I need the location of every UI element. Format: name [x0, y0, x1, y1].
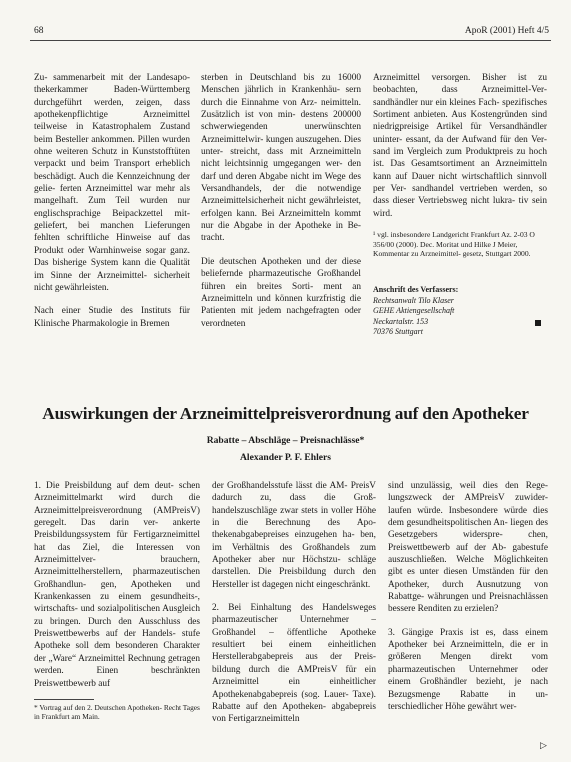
- footnote-rule: [34, 699, 94, 700]
- paragraph: der Großhandelsstufe lässt die AM- PreisV dadurch zu, dass die Groß- handelszuschläge zwar stets in voller Höhe in die Berechnung des Apo- thekenabgabepreises einzugehen ha- ben, im Verhältnis des Großhandels zum Apotheker aber nur Höchstzu- schläge darstellen. Die Preisbildung durch den Hersteller ist dagegen nicht eingeschränkt.: [212, 481, 376, 590]
- address-line: GEHE Aktiengesellschaft: [373, 306, 455, 316]
- journal-running-head: ApoR (2001) Heft 4/5: [464, 26, 549, 36]
- address-line: Neckartalstr. 153: [373, 316, 429, 326]
- paragraph: 2. Bei Einhaltung des Handelsweges pharmazeutischer Unternehmer – Großhandel – öffentliche Apotheke resultiert bei einem einheitlichen Herstellerabgabepreis aus der Preis- bildung durch die AMPreisV für ein Arzneimittel ein einheitlicher Apothekenabgabepreis (sog. Lauer- Taxe). Rabatte auf den Apotheken- abgabepreis von Fertigarzneimitteln: [212, 603, 376, 725]
- paragraph: sterben in Deutschland bis zu 16000 Menschen jährlich in Krankenhäu- sern durch die Einnahme von Arz- neimitteln. Zusätzlich ist von min- destens 200000 schwerwiegenden unerwünschten Arzneimittelwir- kungen auszugehen. Dies unter- streicht, dass mit Arzneimitteln nicht leichtsinnig umgegangen wer- den darf und deren Abgabe nicht im Wege des Versandhandels, der die notwendige Arzneimittelsicherheit nicht gewährleistet, erfolgen kann. Bei Arzneimitteln kommt nur die Abgabe in der Apotheke in Be- tracht.: [201, 73, 361, 244]
- paragraph: Nach einer Studie des Instituts für Klinische Pharmakologie in Bremen: [34, 306, 190, 329]
- paragraph: 1. Die Preisbildung auf dem deut- schen Arzneimittelmarkt wird durch die Arzneimittelpreisverordnung (AMPreisV) geregelt. Das darin ver- ankerte Preisbildungssystem für Fertigarzneimittel hat das Ziel, die Interessen von Arzneimittelver- brauchern, Arzneimittelherstellern, pharmazeutischen Großhandlun- gen, Apotheken und Krankenkassen zu einem gesundheits-, wirtschafts- und sozialpolitischen Ausgleich zu bringen. Durch den Ausschluss des Preiswettbewerbs auf der Handels- stufe Apotheke soll dem besonderen Charakter der „Ware“ Arzneimittel Rechnung getragen werden. Einen beschränkten Preiswettbewerb auf: [34, 481, 200, 689]
- paragraph: Die deutschen Apotheken und der diese beliefernde pharmazeutische Großhandel führen ein breites Sorti- ment an Arzneimitteln und können kurzfristig die Patienten mit jedem nachgefragten oder verordneten: [201, 256, 361, 329]
- continue-arrow-icon: ▷: [540, 740, 547, 750]
- prev-article-column-3: [373, 72, 547, 232]
- references: ¹ vgl. insbesondere Landgericht Frankfurt Az. 2-03 O 356/00 (2000). Dec. Moritat und Hilke J Meier, Kommentar zu Arzneimittel- gesetz, Stuttgart 2000.: [373, 230, 535, 259]
- article-subtitle: Rabatte – Abschläge – Preisnachlässe*: [206, 435, 365, 446]
- address-line: 70376 Stuttgart: [373, 327, 424, 337]
- article-author: Alexander P. F. Ehlers: [239, 452, 332, 463]
- article-column-1: [34, 480, 200, 692]
- article-column-2: [212, 480, 376, 750]
- end-of-article-mark: [535, 320, 541, 326]
- page-number: 68: [34, 26, 44, 36]
- paragraph: sind unzulässig, weil dies den Rege- lungszweck der AMPreisV zuwider- laufen würde. Insbesondere würde dies dem gesundheitspolitischen An- liegen des Gesetzgebers widerspre- chen, Preiswettbewerb auf der Ab- gabestufe auszuschließen. Welche Möglichkeiten gibt es unter diesen Umständen für den Apotheker, durch Ausnutzung von Rabattge- währungen und Preisnachlässen bessere Renditen zu erzielen?: [388, 481, 548, 615]
- address-line: Rechtsanwalt Tilo Klaser: [373, 295, 454, 305]
- article-column-3: [388, 480, 548, 750]
- paragraph: Zu- sammenarbeit mit der Landesapo- thekerkammer Baden-Württemberg durchgeführt werden, zeigen, dass apothekenpflichtige Arzneimittel teilweise in Katastrophalem Zustand beim Besteller ankommen. Pillen wurden ohne weiteren Schutz in Kunststofftüten verpackt und beim Transport erheblich beschädigt. Auch die Kennzeichnung der gelie- ferten Arzneimittel war mehr als mangelhaft. Zum Teil wurden nur englischsprachige Beipackzettel mit- geliefert, bei manchen Lieferungen fehlten schriftliche Hinweise auf das Produkt oder Warnhinweise sogar ganz. Das bisherige System kann die Qualität im Sinne der Arzneimittel- sicherheit nicht gewährleisten.: [34, 73, 190, 293]
- author-address: [373, 285, 547, 338]
- address-heading: Anschrift des Verfassers:: [373, 285, 459, 294]
- paragraph: 3. Gängige Praxis ist es, dass einem Apotheker bei Arzneimitteln, die er in größeren Mengen direkt vom pharmazeutischen Unternehmer oder einem Großhändler bezieht, je nach Bezugsmenge Rabatte in un- terschiedlicher Höhe gewährt wer-: [388, 627, 548, 712]
- paragraph: Arzneimittel versorgen. Bisher ist zu beobachten, dass Arzneimittel-Ver- sandhändler nur ein kleines Fach- spezifisches Sortiment anbieten. Aus Kostengründen sind niedrigpreisige Artikel für Versandhändler uninter- essant, da der Aufwand für den Ver- sand im Vergleich zum Produktpreis zu hoch ist. Das Gesamtsortiment an Arzneimitteln kann auf Dauer nicht wirtschaftlich sinnvoll per Ver- sandhandel vertrieben werden, so dass dieser Vertriebsweg nicht lukra- tiv sein wird.: [373, 73, 547, 219]
- prev-article-column-1: [34, 72, 190, 372]
- footnote: * Vortrag auf den 2. Deutschen Apotheken- Recht Tages in Frankfurt am Main.: [34, 703, 200, 722]
- header-rule: [30, 40, 551, 41]
- prev-article-column-2: [201, 72, 361, 372]
- article-title: Auswirkungen der Arzneimittelpreisverordnung auf den Apotheker: [42, 404, 529, 423]
